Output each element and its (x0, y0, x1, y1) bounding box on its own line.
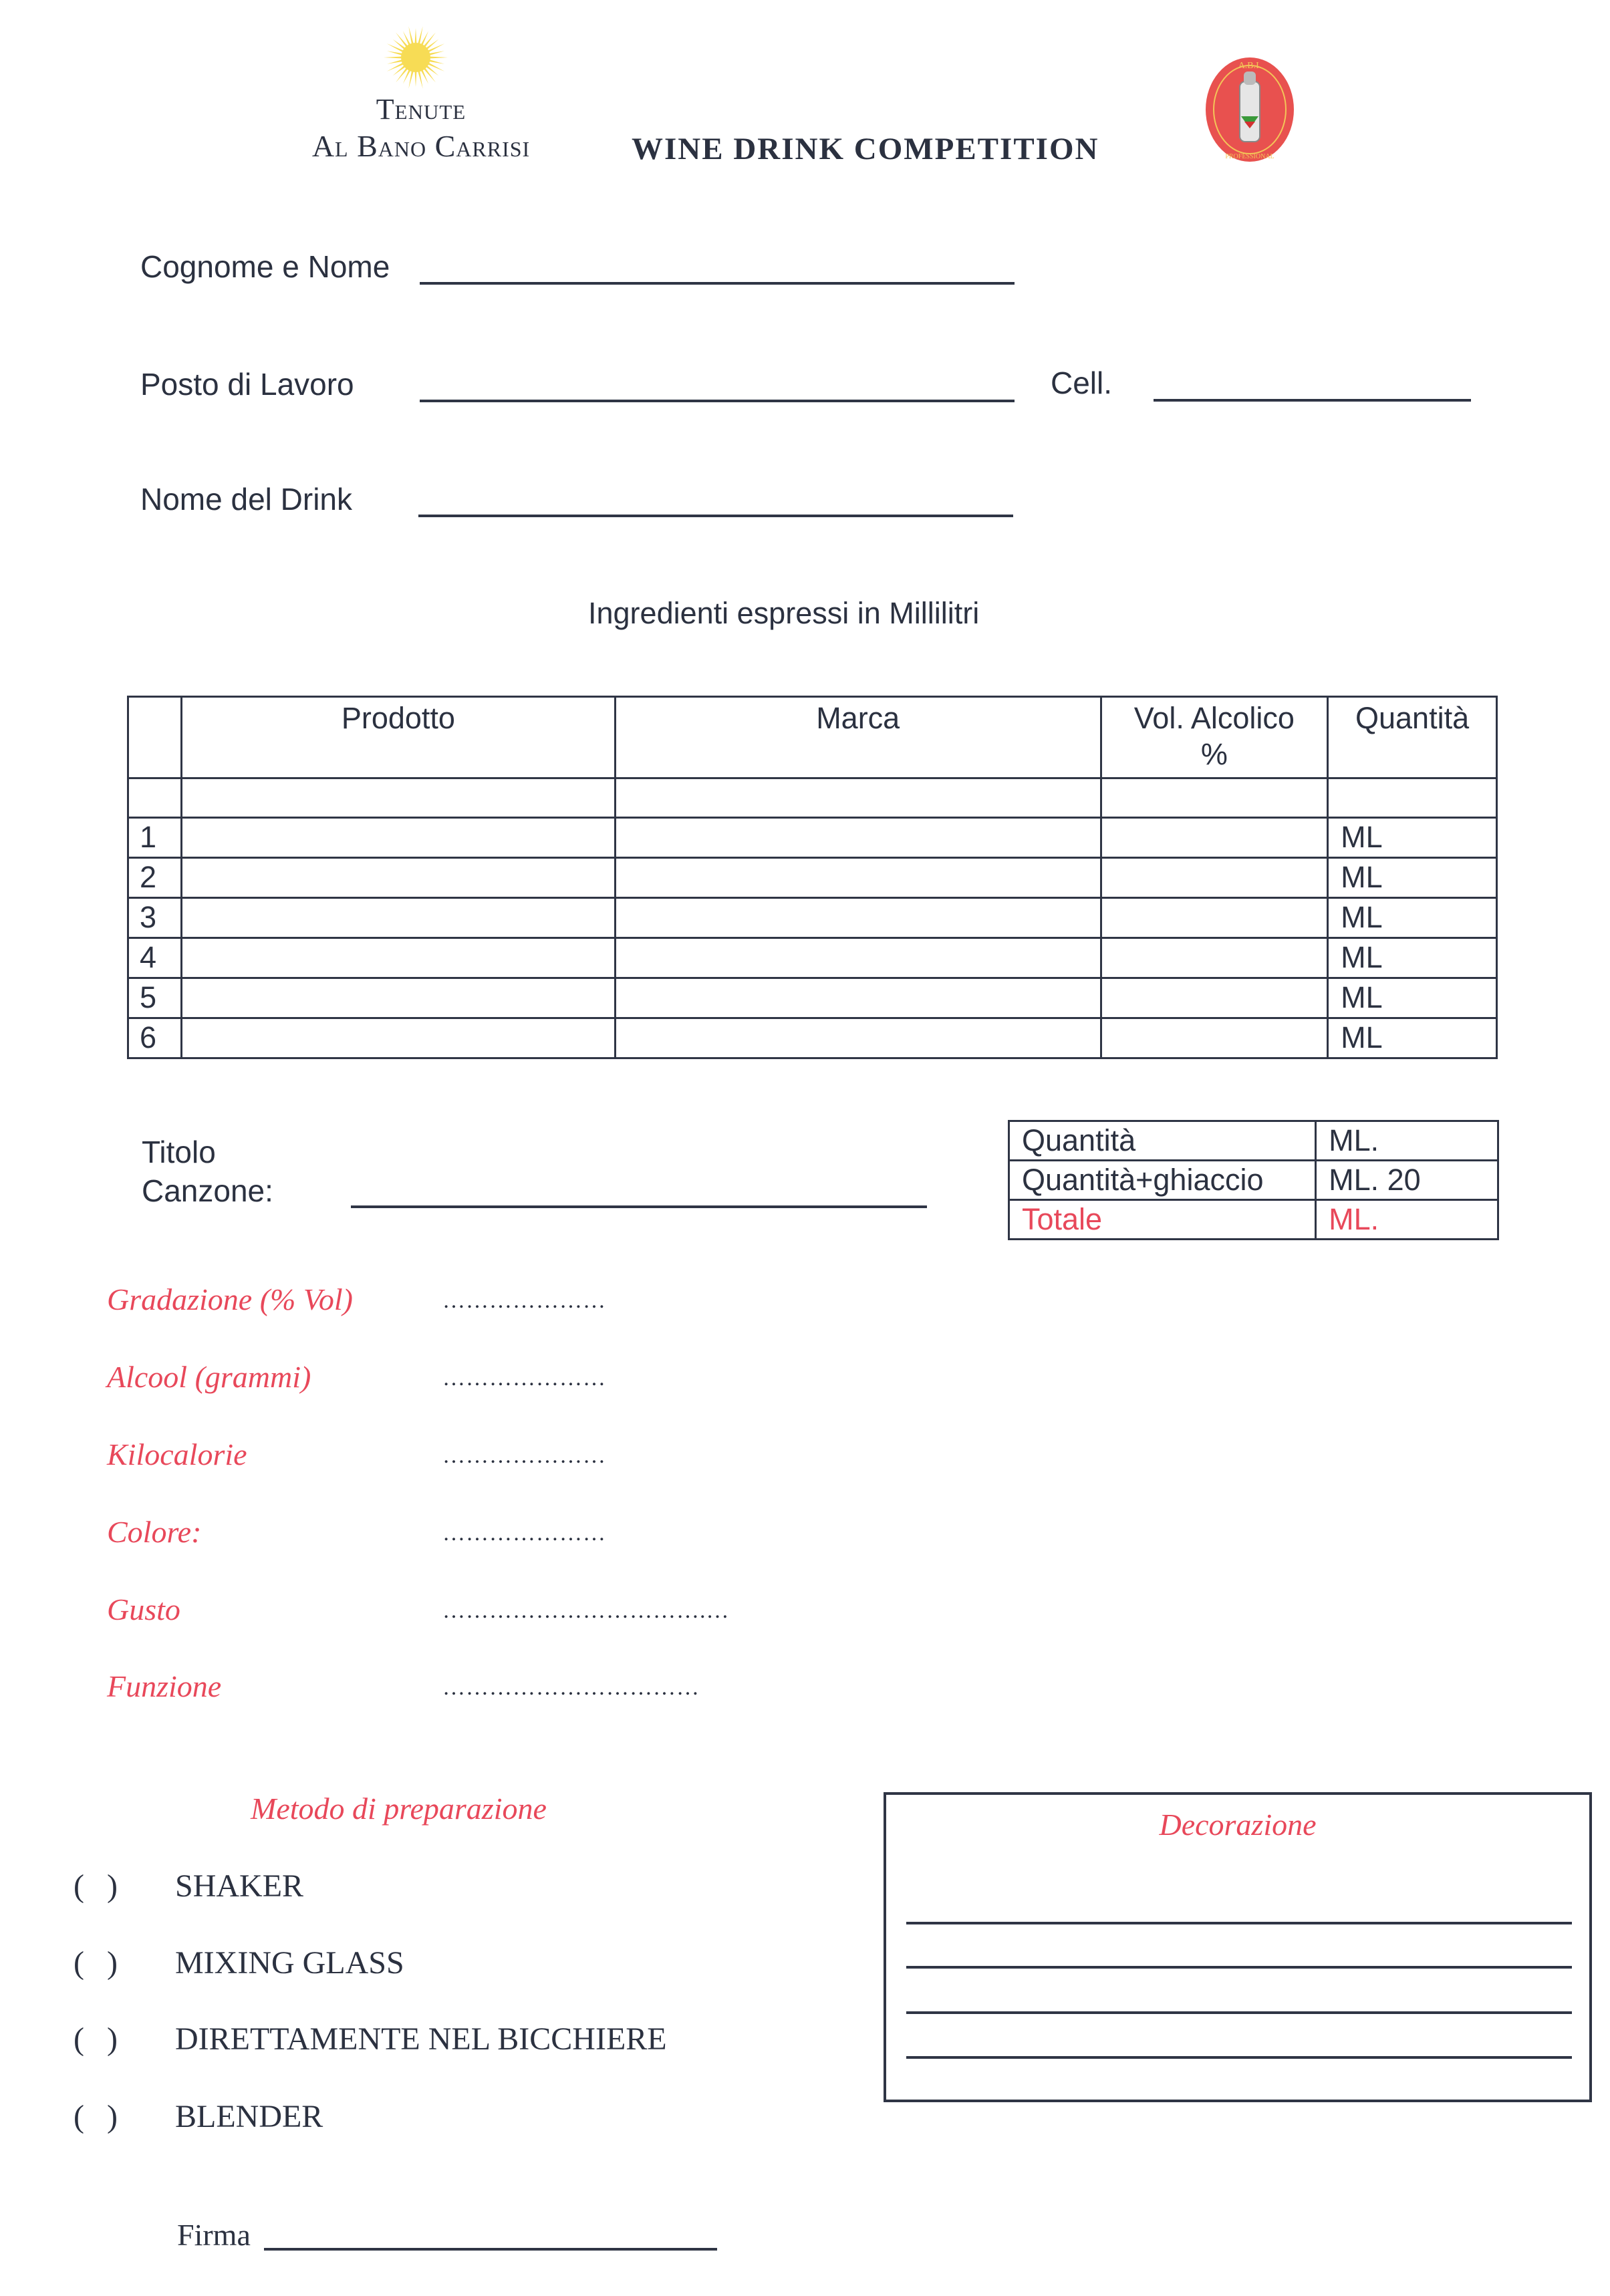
signature-label: Firma (177, 2218, 251, 2252)
song-title-label-line2: Canzone: (142, 1173, 273, 1208)
decoration-input-line[interactable] (906, 2056, 1572, 2059)
marca-cell[interactable] (615, 978, 1101, 1018)
table-row (128, 858, 1497, 898)
property-input-dots[interactable]: ………………… (442, 1521, 606, 1546)
marca-cell[interactable] (615, 858, 1101, 898)
quantita-unit-cell[interactable]: ML (1328, 938, 1497, 978)
header-vol-alcolico-line2: % (1200, 737, 1228, 771)
method-checkbox[interactable]: ( ) (74, 1945, 118, 1981)
totals-value[interactable]: ML. (1316, 1200, 1498, 1240)
prodotto-cell[interactable] (181, 818, 615, 858)
table-row (128, 938, 1497, 978)
cell[interactable] (1101, 778, 1328, 818)
table-row (128, 898, 1497, 938)
row-number: 4 (128, 938, 182, 978)
table-header-row (128, 697, 1497, 778)
row-number: 1 (128, 818, 182, 858)
vol-alcolico-cell[interactable] (1101, 1018, 1328, 1058)
totals-label: Quantità+ghiaccio (1009, 1161, 1316, 1200)
property-label: Gusto (107, 1592, 180, 1626)
property-label: Colore: (107, 1515, 202, 1549)
method-option-label: MIXING GLASS (175, 1945, 404, 1981)
sun-ray (428, 56, 448, 58)
sun-ray (384, 56, 404, 58)
property-label: Alcool (grammi) (107, 1360, 311, 1394)
cognome-nome-input-line[interactable] (420, 282, 1015, 285)
totals-row (1009, 1121, 1498, 1161)
header-quantita: Quantità (1328, 697, 1497, 778)
property-input-dots[interactable]: ………………… (442, 1288, 606, 1313)
header-index (128, 697, 182, 778)
row-number: 3 (128, 898, 182, 938)
prodotto-cell[interactable] (181, 858, 615, 898)
totals-value[interactable]: ML. 20 (1316, 1161, 1498, 1200)
posto-lavoro-label: Posto di Lavoro (140, 367, 354, 402)
marca-cell[interactable] (615, 938, 1101, 978)
method-option-label: DIRETTAMENTE NEL BICCHIERE (175, 2021, 667, 2057)
decoration-input-line[interactable] (906, 1922, 1572, 1924)
property-input-dots[interactable]: …………………………….… (442, 1598, 730, 1623)
header-vol-alcolico (1101, 697, 1328, 778)
table-row (128, 1018, 1497, 1058)
quantita-unit-cell[interactable]: ML (1328, 1018, 1497, 1058)
brand-line-1: Tenute (376, 93, 466, 126)
vol-alcolico-cell[interactable] (1101, 818, 1328, 858)
method-option-label: BLENDER (175, 2099, 323, 2134)
prodotto-cell[interactable] (181, 938, 615, 978)
table-row (128, 818, 1497, 858)
row-number: 2 (128, 858, 182, 898)
row-number: 6 (128, 1018, 182, 1058)
sun-logo-icon (382, 24, 449, 91)
prodotto-cell[interactable] (181, 1018, 615, 1058)
method-checkbox[interactable]: ( ) (74, 2099, 118, 2134)
prodotto-cell[interactable] (181, 978, 615, 1018)
property-input-dots[interactable]: ………………… (442, 1443, 606, 1468)
quantita-unit-cell[interactable]: ML (1328, 898, 1497, 938)
abi-professional-badge-icon (1203, 55, 1297, 165)
method-checkbox[interactable]: ( ) (74, 2021, 118, 2057)
vol-alcolico-cell[interactable] (1101, 898, 1328, 938)
cell[interactable] (181, 778, 615, 818)
property-label: Gradazione (% Vol) (107, 1282, 353, 1316)
header-vol-alcolico-line1: Vol. Alcolico (1133, 701, 1295, 735)
vol-alcolico-cell[interactable] (1101, 858, 1328, 898)
marca-cell[interactable] (615, 818, 1101, 858)
property-input-dots[interactable]: …………………………… (442, 1675, 700, 1700)
page-title: WINE DRINK COMPETITION (632, 132, 1099, 166)
header-marca: Marca (615, 697, 1101, 778)
marca-cell[interactable] (615, 1018, 1101, 1058)
totals-row (1009, 1200, 1498, 1240)
table-row (128, 978, 1497, 1018)
ingredients-table (127, 696, 1498, 1059)
property-label: Funzione (107, 1669, 222, 1703)
decoration-input-line[interactable] (906, 1966, 1572, 1969)
song-title-label-line1: Titolo (142, 1135, 216, 1169)
cell-input-line[interactable] (1154, 399, 1471, 402)
cell[interactable] (1328, 778, 1497, 818)
decoration-title: Decorazione (1159, 1808, 1317, 1842)
vol-alcolico-cell[interactable] (1101, 978, 1328, 1018)
totals-value[interactable]: ML. (1316, 1121, 1498, 1161)
cognome-nome-label: Cognome e Nome (140, 249, 390, 284)
vol-alcolico-cell[interactable] (1101, 938, 1328, 978)
nome-drink-label: Nome del Drink (140, 482, 352, 517)
totals-table (1008, 1120, 1499, 1240)
method-option-label: SHAKER (175, 1868, 304, 1904)
song-title-label (142, 1133, 273, 1210)
method-checkbox[interactable]: ( ) (74, 1868, 118, 1904)
prodotto-cell[interactable] (181, 898, 615, 938)
cell[interactable] (128, 778, 182, 818)
posto-lavoro-input-line[interactable] (420, 400, 1015, 402)
quantita-unit-cell[interactable]: ML (1328, 818, 1497, 858)
decoration-input-line[interactable] (906, 2011, 1572, 2014)
nome-drink-input-line[interactable] (418, 515, 1013, 517)
signature-input-line[interactable] (264, 2248, 717, 2251)
brand-line-2: Al Bano Carrisi (311, 129, 531, 163)
cell[interactable] (615, 778, 1101, 818)
property-label: Kilocalorie (107, 1437, 247, 1471)
totals-row (1009, 1161, 1498, 1200)
song-title-input-line[interactable] (351, 1205, 927, 1208)
row-number: 5 (128, 978, 182, 1018)
marca-cell[interactable] (615, 898, 1101, 938)
property-input-dots[interactable]: ………………… (442, 1366, 606, 1391)
quantita-unit-cell[interactable]: ML (1328, 978, 1497, 1018)
quantita-unit-cell[interactable]: ML (1328, 858, 1497, 898)
badge-top-text: A.B.I. (1238, 61, 1262, 71)
ingredients-caption: Ingredienti espressi in Millilitri (588, 596, 980, 630)
method-title: Metodo di preparazione (251, 1791, 547, 1826)
totals-label: Totale (1009, 1200, 1316, 1240)
table-row-blank (128, 778, 1497, 818)
header-prodotto: Prodotto (181, 697, 615, 778)
cell-label: Cell. (1051, 366, 1113, 400)
decoration-box (884, 1792, 1592, 2102)
badge-bottom-text: PROFESSIONAL (1225, 153, 1274, 160)
totals-label: Quantità (1009, 1121, 1316, 1161)
